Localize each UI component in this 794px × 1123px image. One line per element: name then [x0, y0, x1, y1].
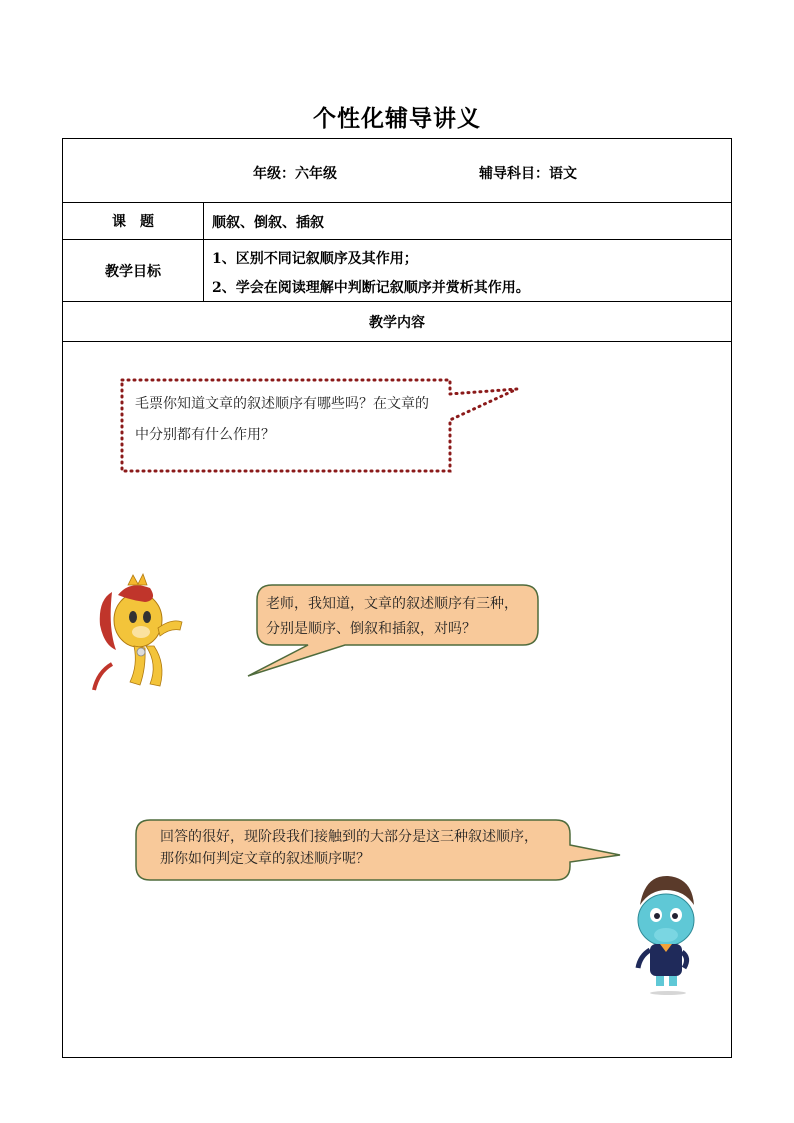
- teacher-question-text: [135, 389, 429, 451]
- blue-horse-mascot-icon: [638, 876, 694, 995]
- objective-2: 2、学会在阅读理解中判断记叙顺序并赏析其作用。: [212, 280, 530, 296]
- content-heading: 教学内容: [369, 314, 425, 331]
- objective-1: 1、区别不同记叙顺序及其作用；: [212, 251, 418, 267]
- page-title: 个性化辅导讲义: [313, 105, 481, 132]
- student-answer-line-2: 分别是顺序、倒叙和插叙，对吗？: [266, 621, 476, 637]
- teacher-reply-line-1: 回答的很好，现阶段我们接触到的大部分是这三种叙述顺序，: [160, 829, 538, 845]
- grade-text: 年级：六年级: [253, 166, 337, 182]
- teacher-question-line-2: 中分别都有什么作用？: [135, 427, 275, 443]
- subject-text: 辅导科目：语文: [479, 166, 577, 182]
- teacher-question-line-1: 毛票你知道文章的叙述顺序有哪些吗？在文章的: [135, 396, 429, 412]
- golden-horse-mascot-icon: [94, 574, 182, 690]
- teacher-reply-text: [160, 826, 538, 870]
- teacher-reply-line-2: 那你如何判定文章的叙述顺序呢？: [160, 851, 370, 867]
- topic-label: 课 题: [63, 203, 204, 239]
- student-answer-text: [266, 592, 518, 642]
- topic-value: 顺叙、倒叙、插叙: [212, 215, 324, 231]
- student-answer-line-1: 老师，我知道，文章的叙述顺序有三种，: [266, 596, 518, 612]
- objectives-label: 教学目标: [63, 240, 204, 301]
